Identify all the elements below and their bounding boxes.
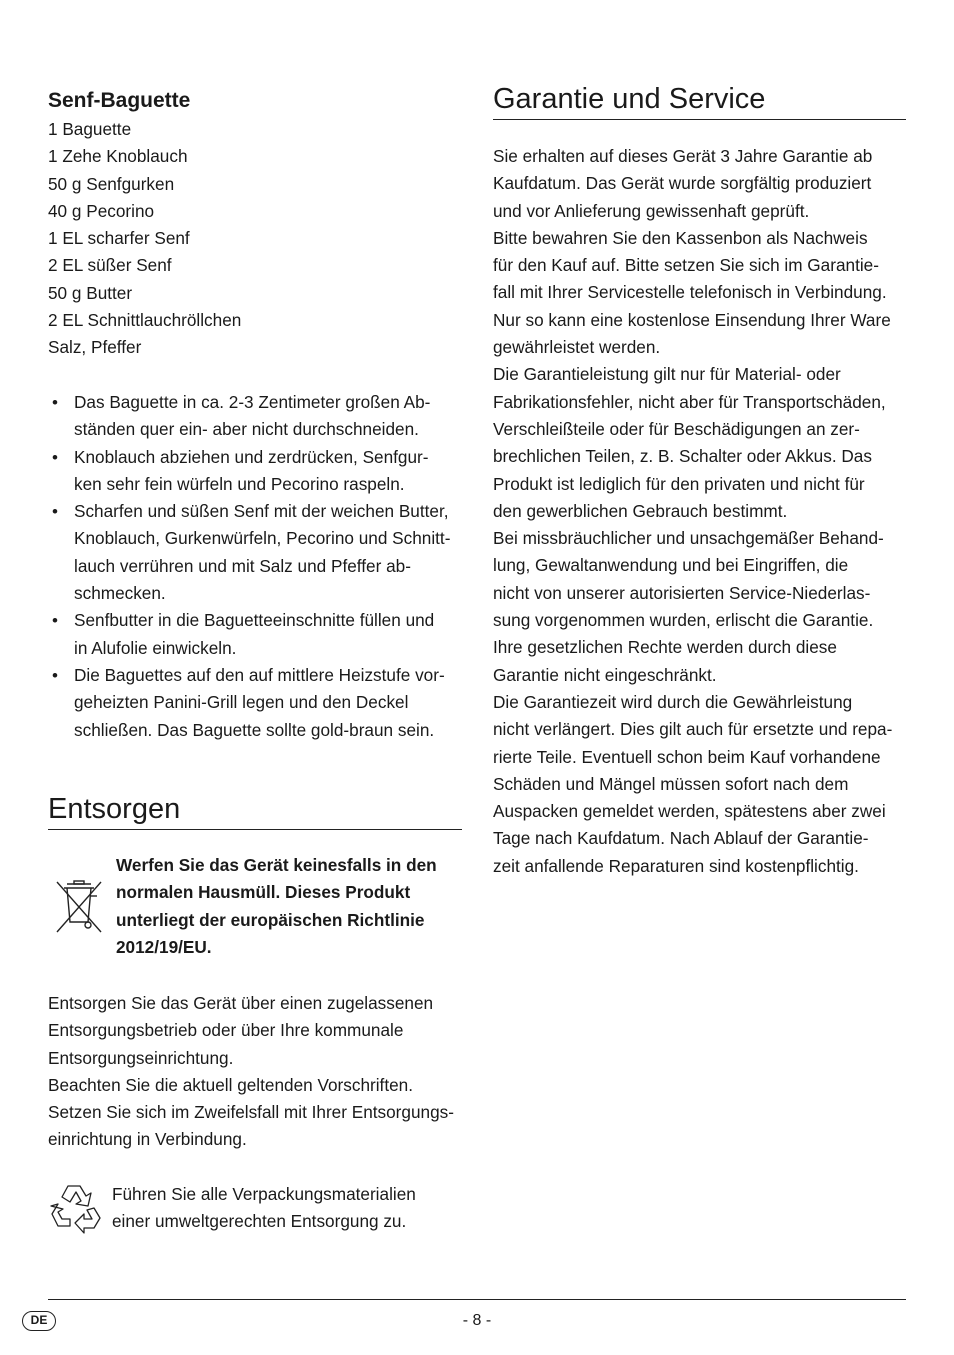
bullet: • bbox=[52, 611, 58, 631]
step-line: Das Baguette in ca. 2-3 Zentimeter großen Ab- bbox=[74, 392, 431, 412]
ingredient: 40 g Pecorino bbox=[48, 200, 155, 221]
guarantee-line: Die Garantiezeit wird durch die Gewährleistung bbox=[493, 691, 853, 712]
disposal-text bbox=[48, 990, 454, 1154]
step-line: Knoblauch abziehen und zerdrücken, Senfgur- bbox=[74, 446, 429, 467]
ingredient: 50 g Butter bbox=[48, 282, 133, 303]
step-line: ständen quer ein- aber nicht durchschneiden. bbox=[74, 419, 419, 440]
ingredient: 1 Baguette bbox=[48, 119, 132, 139]
guarantee-line: fall mit Ihrer Servicestelle telefonisch in Verbindung. bbox=[493, 282, 887, 303]
guarantee-text bbox=[493, 143, 892, 880]
guarantee-line: den gewerblichen Gebrauch bestimmt. bbox=[493, 500, 788, 521]
guarantee-line: Nur so kann eine kostenlose Einsendung Ihrer Ware bbox=[493, 309, 891, 330]
recipe-step bbox=[48, 662, 462, 744]
guarantee-line: Sie erhalten auf dieses Gerät 3 Jahre Garantie ab bbox=[493, 146, 873, 166]
bullet: • bbox=[52, 447, 58, 467]
guarantee-line: Tage nach Kaufdatum. Nach Ablauf der Garantie- bbox=[493, 828, 869, 849]
recipe-step bbox=[48, 498, 462, 607]
disposal-line: Setzen Sie sich im Zweifelsfall mit Ihrer Entsorgungs- bbox=[48, 1102, 454, 1123]
step-line: Die Baguettes auf den auf mittlere Heizstufe vor- bbox=[74, 664, 445, 685]
ingredient: 1 Zehe Knoblauch bbox=[48, 146, 188, 167]
packaging-line: einer umweltgerechten Entsorgung zu. bbox=[112, 1211, 407, 1232]
ingredient: 50 g Senfgurken bbox=[48, 173, 175, 194]
warning-line: normalen Hausmüll. Dieses Produkt bbox=[116, 882, 411, 903]
guarantee-line: zeit anfallende Reparaturen sind kostenpflichtig. bbox=[493, 855, 859, 876]
guarantee-line: sung vorgenommen wurden, erlischt die Garantie. bbox=[493, 610, 874, 631]
guarantee-line: Ihre gesetzlichen Rechte werden durch diese bbox=[493, 637, 837, 658]
language-badge: DE bbox=[22, 1311, 56, 1331]
warning-line: 2012/19/EU. bbox=[116, 936, 212, 957]
ingredient: 2 EL süßer Senf bbox=[48, 255, 172, 276]
recipe-step bbox=[48, 607, 462, 662]
guarantee-line: Fabrikationsfehler, nicht aber für Transportschäden, bbox=[493, 391, 886, 412]
step-line: in Alufolie einwickeln. bbox=[74, 637, 237, 658]
warning-line: unterliegt der europäischen Richtlinie bbox=[116, 909, 425, 930]
disposal-line: einrichtung in Verbindung. bbox=[48, 1129, 247, 1150]
disposal-line: Entsorgungsbetrieb oder über Ihre kommunale bbox=[48, 1020, 404, 1041]
guarantee-title: Garantie und Service bbox=[493, 83, 766, 115]
ingredient: Salz, Pfeffer bbox=[48, 337, 142, 358]
weee-warning bbox=[116, 852, 437, 961]
guarantee-line: rierte Teile. Eventuell schon beim Kauf vorhandene bbox=[493, 746, 881, 767]
recipe-step bbox=[48, 444, 462, 499]
disposal-line: Entsorgungseinrichtung. bbox=[48, 1047, 234, 1068]
guarantee-line: für den Kauf auf. Bitte setzen Sie sich im Garantie- bbox=[493, 255, 879, 276]
guarantee-line: Die Garantieleistung gilt nur für Material- oder bbox=[493, 364, 841, 385]
guarantee-line: Bei missbräuchlicher und unsachgemäßer Behand- bbox=[493, 528, 884, 549]
step-line: schließen. Das Baguette sollte gold-braun sein. bbox=[74, 719, 435, 740]
step-line: schmecken. bbox=[74, 583, 166, 604]
ingredient: 1 EL scharfer Senf bbox=[48, 228, 190, 249]
guarantee-line: Kaufdatum. Das Gerät wurde sorgfältig produziert bbox=[493, 173, 872, 194]
step-line: geheizten Panini-Grill legen und den Deckel bbox=[74, 692, 409, 713]
recipe-step bbox=[48, 389, 462, 444]
packaging-text bbox=[112, 1181, 416, 1236]
section-divider bbox=[48, 829, 462, 830]
page-number: - 8 - bbox=[462, 1312, 492, 1329]
recycle-icon bbox=[48, 1182, 104, 1236]
step-line: Scharfen und süßen Senf mit der weichen Butter, bbox=[74, 501, 449, 522]
step-line: ken sehr fein würfeln und Pecorino raspeln. bbox=[74, 473, 405, 494]
ingredient-list bbox=[48, 116, 241, 362]
warning-line: Werfen Sie das Gerät keinesfalls in den bbox=[116, 855, 437, 875]
guarantee-line: Bitte bewahren Sie den Kassenbon als Nachweis bbox=[493, 227, 868, 248]
guarantee-line: Schäden und Mängel müssen sofort nach dem bbox=[493, 773, 849, 794]
footer-divider bbox=[48, 1299, 906, 1300]
guarantee-line: nicht von unserer autorisierten Service-Niederlas- bbox=[493, 582, 871, 603]
guarantee-line: und vor Anlieferung gewissenhaft geprüft. bbox=[493, 200, 810, 221]
guarantee-line: gewährleistet werden. bbox=[493, 337, 661, 358]
guarantee-line: Auspacken gemeldet werden, spätestens aber zwei bbox=[493, 801, 886, 822]
step-line: Senfbutter in die Baguetteeinschnitte füllen und bbox=[74, 610, 435, 631]
crossed-out-bin-icon bbox=[54, 878, 104, 936]
bullet: • bbox=[52, 502, 58, 522]
disposal-line: Entsorgen Sie das Gerät über einen zugelassenen bbox=[48, 993, 434, 1013]
guarantee-line: nicht verlängert. Dies gilt auch für ersetzte und repa- bbox=[493, 719, 893, 740]
step-line: Knoblauch, Gurkenwürfeln, Pecorino und Schnitt- bbox=[74, 528, 451, 549]
section-divider bbox=[493, 119, 906, 120]
recipe-steps bbox=[48, 389, 462, 744]
guarantee-line: Garantie nicht eingeschränkt. bbox=[493, 664, 717, 685]
guarantee-line: brechlichen Teilen, z. B. Schalter oder Akkus. Das bbox=[493, 446, 872, 467]
bullet: • bbox=[52, 393, 58, 412]
guarantee-line: Verschleißteile oder für Beschädigungen an zer- bbox=[493, 418, 860, 439]
step-line: lauch verrühren und mit Salz und Pfeffer ab- bbox=[74, 555, 411, 576]
disposal-title: Entsorgen bbox=[48, 793, 181, 825]
recipe-title: Senf-Baguette bbox=[48, 89, 191, 112]
packaging-line: Führen Sie alle Verpackungsmaterialien bbox=[112, 1184, 416, 1204]
disposal-line: Beachten Sie die aktuell geltenden Vorschriften. bbox=[48, 1074, 413, 1095]
guarantee-line: lung, Gewaltanwendung und bei Eingriffen, die bbox=[493, 555, 849, 576]
ingredient: 2 EL Schnittlauchröllchen bbox=[48, 310, 242, 331]
guarantee-line: Produkt ist lediglich für den privaten und nicht für bbox=[493, 473, 865, 494]
bullet: • bbox=[52, 665, 58, 685]
